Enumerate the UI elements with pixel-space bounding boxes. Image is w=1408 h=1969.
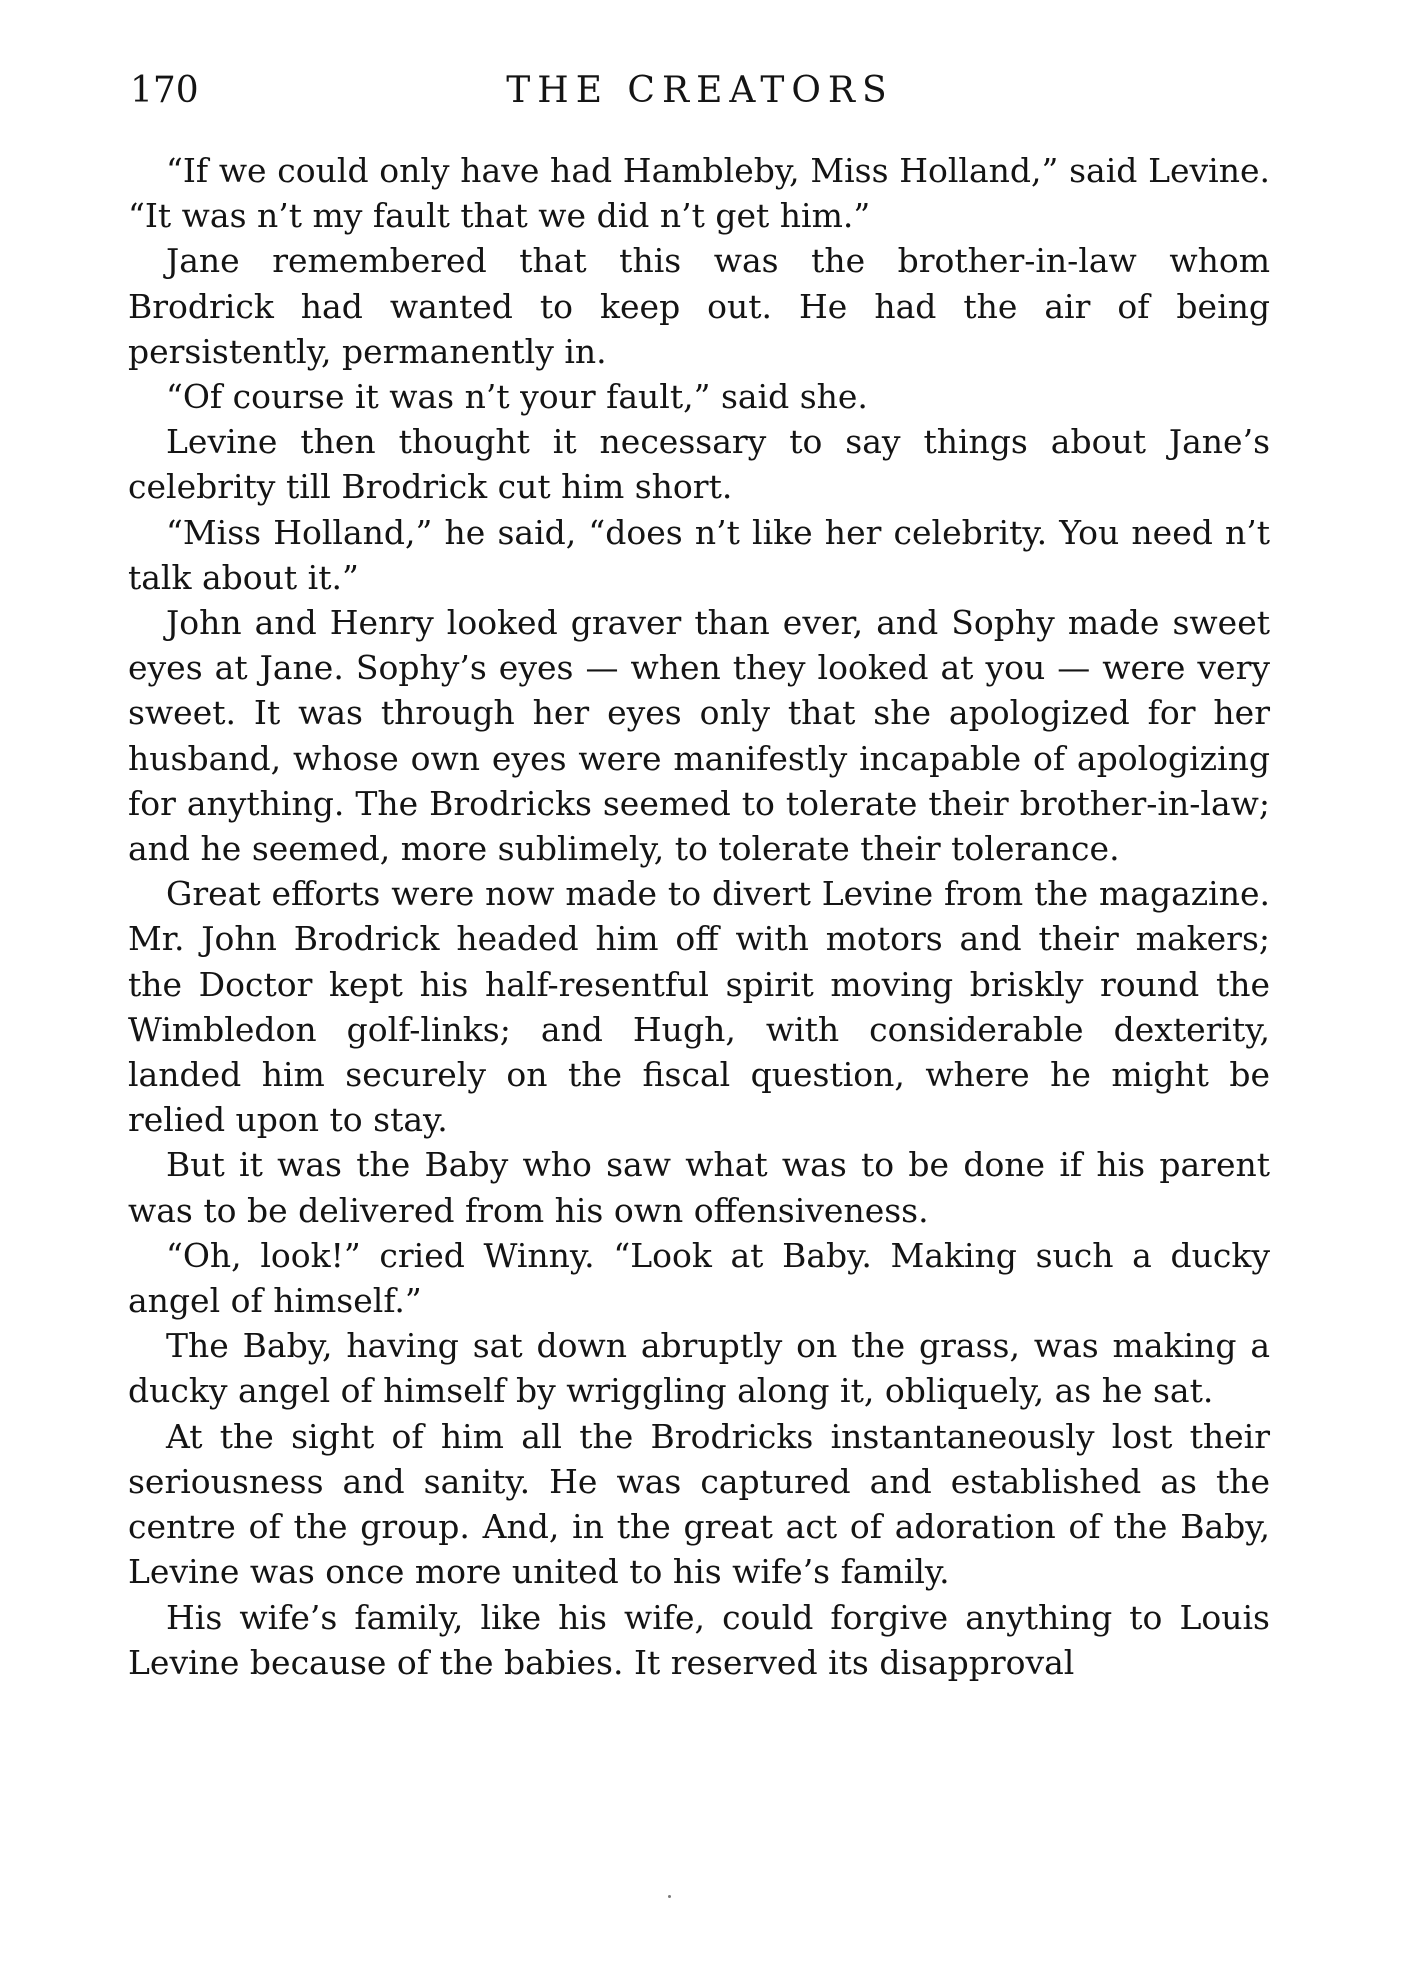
book-title: THE CREATORS xyxy=(506,70,894,111)
page-number: 170 xyxy=(130,70,199,111)
paragraph: But it was the Baby who saw what was to be done if his parent was to be delivered from his own offensiveness. xyxy=(128,1145,1270,1230)
paragraph: Levine then thought it necessary to say things about Jane’s celebrity till Brodrick cut him short. xyxy=(128,422,1270,507)
paragraph: Jane remembered that this was the brother-in-law whom Brodrick had wanted to keep out. He had the air of being persistently, permanently in. xyxy=(128,241,1270,371)
body-text xyxy=(128,148,1270,1685)
paragraph: “Of course it was n’t your fault,” said she. xyxy=(166,377,868,417)
paragraph: His wife’s family, like his wife, could forgive anything to Louis Levine because of the babies. It reserved its disapproval xyxy=(128,1597,1270,1682)
paragraph: Great efforts were now made to divert Levine from the magazine. Mr. John Brodrick headed him off with motors and their makers; the Doctor kept his half-resentful spirit moving briskly round the Wimbledon golf-links; and Hugh, with considerable dexterity, landed him securely on the fiscal question, where he might be relied upon to stay. xyxy=(128,874,1270,1140)
paragraph: The Baby, having sat down abruptly on the grass, was making a ducky angel of himself by wriggling along it, obliquely, as he sat. xyxy=(128,1326,1270,1411)
paragraph: John and Henry looked graver than ever, and Sophy made sweet eyes at Jane. Sophy’s eyes — when they looked at you — were very sweet. It was through her eyes only that she apologized for her husband, whose own eyes were manifestly incapable of apologizing for anything. The Brodricks seemed to tolerate their brother-in-law; and he seemed, more sublimely, to tolerate their tolerance. xyxy=(128,603,1270,869)
paragraph: “Oh, look!” cried Winny. “Look at Baby. Making such a ducky angel of himself.” xyxy=(128,1235,1270,1321)
print-speck xyxy=(668,1895,671,1898)
paragraph: “Miss Holland,” he said, “does n’t like her celebrity. You need n’t talk about it.” xyxy=(128,512,1270,597)
paragraph: “If we could only have had Hambleby, Miss Holland,” said Levine. “It was n’t my fault that we did n’t get him.” xyxy=(128,151,1270,236)
running-head xyxy=(130,66,1270,116)
paragraph: At the sight of him all the Brodricks instantaneously lost their seriousness and sanity. He was captured and established as the centre of the group. And, in the great act of adoration of the Baby, Levine was once more united to his wife’s family. xyxy=(128,1416,1270,1592)
